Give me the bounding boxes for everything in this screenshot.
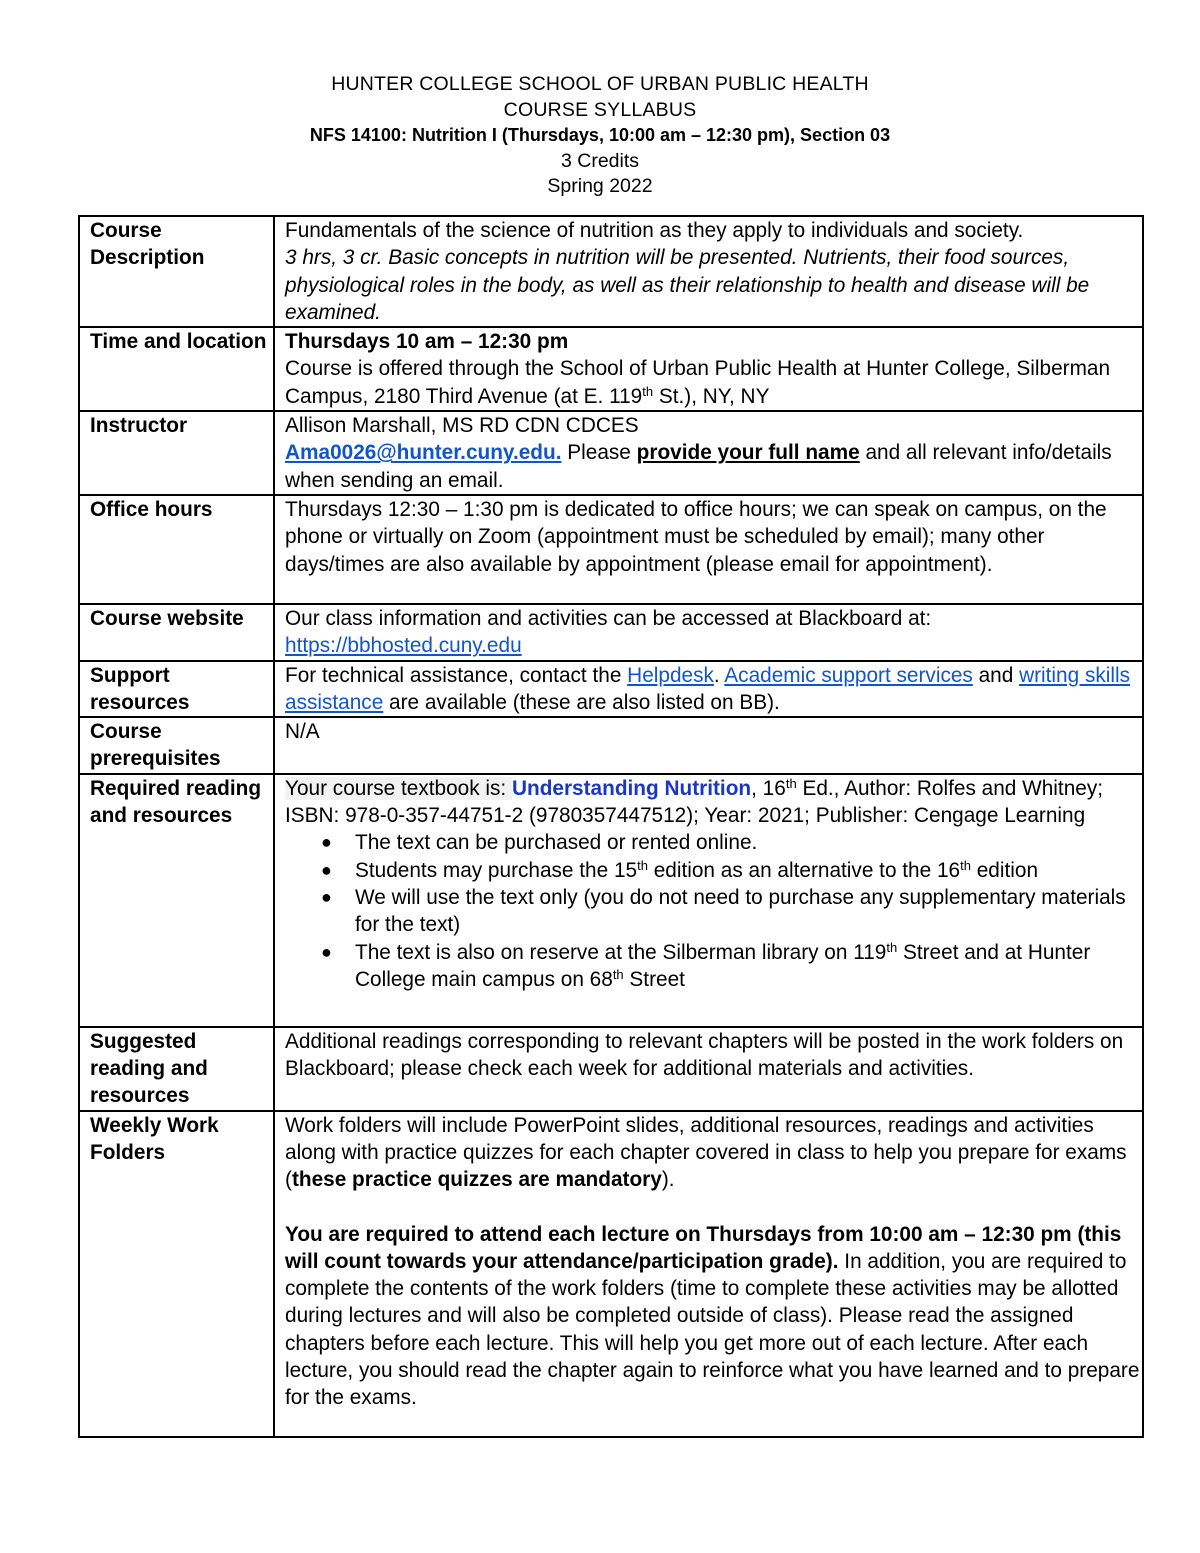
instructor-email-link[interactable]: Ama0026@hunter.cuny.edu.: [285, 441, 562, 465]
row-label: Weekly Work Folders: [79, 1111, 274, 1437]
ordinal-suffix: th: [642, 383, 654, 399]
ordinal-suffix: th: [960, 857, 971, 873]
course-website-content: [274, 604, 1143, 661]
support-and: and: [972, 663, 1020, 687]
list-item-text: Street and at Hunter College main campus on 68: [355, 940, 1091, 991]
list-item-text: edition as an alternative to the 16: [647, 858, 961, 882]
textbook-notes-list: [285, 829, 1142, 993]
row-instructor: [79, 411, 1143, 495]
folders-text: Work folders will include PowerPoint slides, additional resources, readings and activities along with practice quizzes for each chapter covered in class to help you prepare for exams (: [285, 1113, 1127, 1192]
document-title: COURSE SYLLABUS: [503, 98, 697, 121]
support-sep: .: [713, 663, 725, 687]
row-label: Suggested reading and resources: [79, 1027, 274, 1111]
row-label: Time and location: [79, 327, 274, 411]
time-location-content: [274, 327, 1143, 411]
attendance-requirement: You are required to attend each lecture on Thursdays from 10:00 am – 12:30 pm (this will count towards your attendance/participation grade).: [285, 1222, 1122, 1273]
website-text: Our class information and activities can be accessed at Blackboard at:: [285, 606, 932, 630]
bullet: ●: [321, 832, 332, 853]
ordinal-suffix: th: [612, 966, 624, 982]
full-name-instruction: provide your full name: [636, 441, 860, 465]
ordinal-suffix: th: [637, 857, 648, 873]
row-time-location: [79, 327, 1143, 411]
row-label: Required reading and resources: [79, 774, 274, 1027]
list-item-text: We will use the text only (you do not need to purchase any supplementary materials for the text): [355, 885, 1126, 937]
textbook-intro: Your course textbook is:: [285, 776, 512, 800]
email-instruction-rest: and all relevant info/details when sending an email.: [285, 441, 1112, 492]
row-label: Instructor: [79, 411, 274, 495]
isbn-text: 978-0-357-44751-2 (9780357447512); Year: 2021; Publisher: Cengage Learning: [345, 804, 1086, 828]
syllabus-header: [0, 72, 1200, 200]
ordinal-suffix: th: [785, 775, 797, 791]
paragraph-gap: [285, 1194, 1142, 1221]
list-item: [321, 829, 1142, 856]
list-item-text: edition: [970, 858, 1039, 882]
list-item-text: The text is also on reserve at the Silberman library on 119: [355, 940, 887, 964]
list-item-text: The text can be purchased or rented online.: [355, 831, 758, 855]
edition-text: , 16: [751, 776, 786, 800]
support-rest: are available (these are also listed on BB).: [383, 690, 780, 714]
attendance-paragraph: [285, 1221, 1142, 1412]
support-text: For technical assistance, contact the: [285, 663, 628, 687]
semester: Spring 2022: [547, 175, 653, 197]
blackboard-link[interactable]: https://bbhosted.cuny.edu: [285, 634, 522, 658]
work-folders-paragraph: [285, 1112, 1142, 1194]
course-description-content: [274, 216, 1143, 327]
row-course-website: [79, 604, 1143, 661]
folders-text-end: ).: [661, 1168, 675, 1192]
attendance-details: In addition, you are required to complete the contents of the work folders (time to complete these activities may be allotted during lectures and will also be completed outside of class). Please read the assigned chapters before each lecture. This will help you get more out of each lecture. After each lecture, you should read the chapter again to reinforce what you have learned and to prepare for the exams.: [285, 1249, 1140, 1410]
writing-skills-link[interactable]: writing skills assistance: [285, 663, 1131, 714]
course-title: NFS 14100: Nutrition I (Thursdays, 10:00 am – 12:30 pm), Section 03: [309, 125, 891, 145]
list-item-text: Street: [623, 967, 685, 991]
list-item: [321, 884, 1142, 939]
row-label: Course prerequisites: [79, 717, 274, 774]
textbook-title: Understanding Nutrition: [511, 776, 752, 800]
row-course-description: [79, 216, 1143, 327]
suggested-reading-content: Additional readings corresponding to relevant chapters will be posted in the work folders on Blackboard; please check each week for additional materials and activities.: [274, 1027, 1143, 1111]
college-name: HUNTER COLLEGE SCHOOL OF URBAN PUBLIC HEALTH: [331, 73, 869, 95]
email-please: Please: [561, 441, 637, 465]
support-resources-content: [274, 661, 1143, 718]
list-item: [321, 857, 1142, 884]
location-text: Course is offered through the School of Urban Public Health at Hunter College, Silberman Campus, 2180 Third Avenue (at E. 119: [285, 357, 1111, 408]
row-label: Support resources: [79, 661, 274, 718]
row-office-hours: [79, 495, 1143, 604]
ordinal-suffix: th: [886, 939, 898, 955]
description-intro: Fundamentals of the science of nutrition as they apply to individuals and society.: [285, 219, 1024, 242]
row-required-reading: [79, 774, 1143, 1027]
helpdesk-link[interactable]: Helpdesk: [627, 663, 714, 687]
row-label: Course Description: [79, 216, 274, 327]
bullet: ●: [321, 859, 332, 880]
row-weekly-work-folders: [79, 1111, 1143, 1437]
class-time: Thursdays 10 am – 12:30 pm: [285, 330, 569, 354]
list-item-text: Students may purchase the 15: [355, 858, 638, 882]
office-hours-content: Thursdays 12:30 – 1:30 pm is dedicated to office hours; we can speak on campus, on the phone or virtually on Zoom (appointment must be scheduled by email); many other days/times are also available by appointment (please email for appointment).: [274, 495, 1143, 604]
location-text-end: St.), NY, NY: [653, 384, 770, 408]
row-label: Office hours: [79, 495, 274, 604]
row-label: Course website: [79, 604, 274, 661]
list-item: [321, 939, 1142, 994]
mandatory-quizzes-note: these practice quizzes are mandatory: [291, 1168, 662, 1192]
required-reading-content: [274, 774, 1143, 1027]
instructor-content: [274, 411, 1143, 495]
bullet: ●: [321, 886, 332, 907]
row-course-prerequisites: [79, 717, 1143, 774]
description-details: 3 hrs, 3 cr. Basic concepts in nutrition will be presented. Nutrients, their food sources, physiological roles in the body, as well as their relationship to health and disease will be examined.: [285, 246, 1090, 324]
syllabus-table: [78, 215, 1144, 1438]
credits: 3 Credits: [560, 149, 640, 172]
row-suggested-reading: [79, 1027, 1143, 1111]
bullet: ●: [321, 941, 332, 962]
weekly-folders-content: [274, 1111, 1143, 1437]
instructor-name: Allison Marshall, MS RD CDN CDCES: [285, 414, 639, 438]
academic-support-link[interactable]: Academic support services: [724, 663, 973, 687]
author-text: Ed., Author: Rolfes and Whitney; ISBN:: [285, 776, 1104, 828]
prerequisites-content: N/A: [274, 717, 1143, 774]
row-support-resources: [79, 661, 1143, 718]
